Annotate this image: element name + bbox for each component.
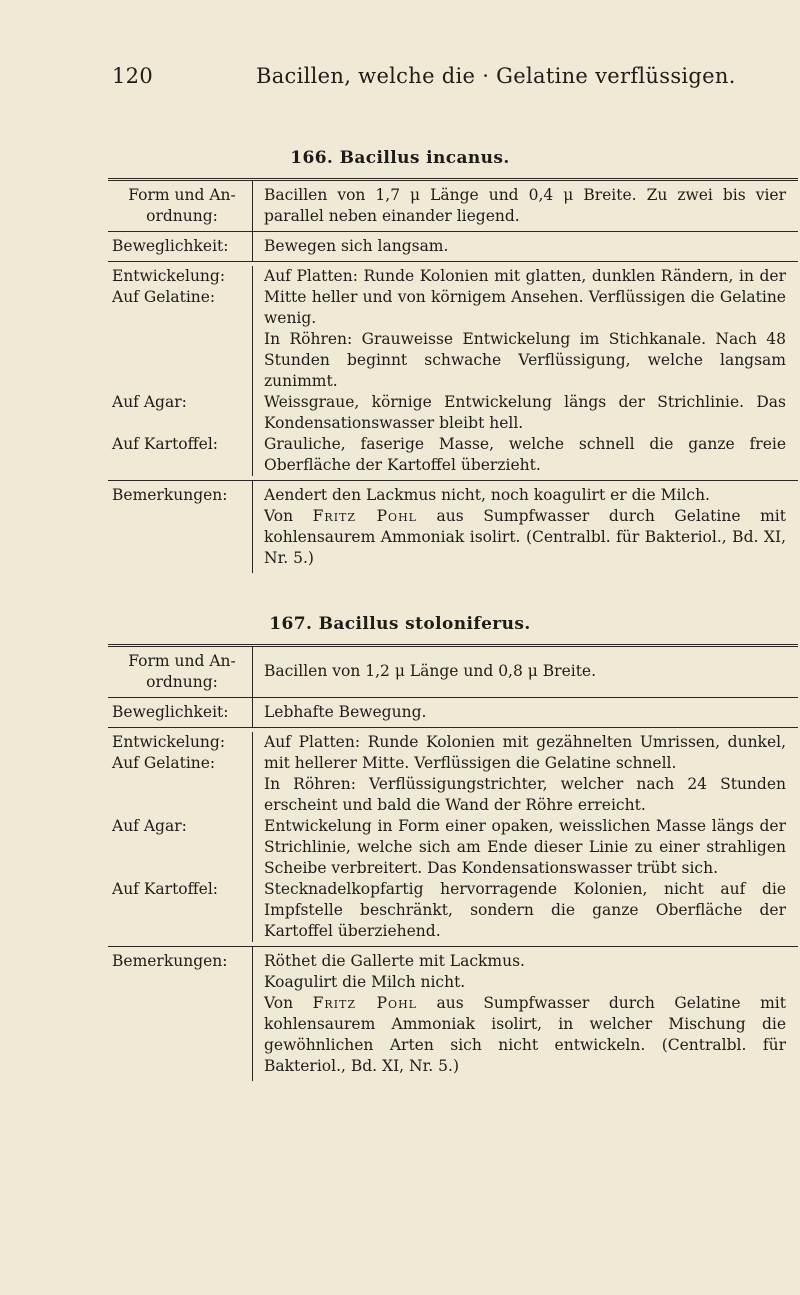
sub-label: Auf Gelatine: [108, 266, 253, 392]
sub-text: Stecknadelkopfartig hervorragende Kolonien, nicht auf die Impfstelle beschränkt, sondern die ganze Oberfläche der Kartoffel überziehend. [264, 880, 786, 940]
sub-text: Auf Platten: Runde Kolonien mit glatten, dunklen Rändern, in der Mitte heller und von körnigem Ansehen. Verflüssigen die Gelatine wenig. [264, 267, 786, 327]
section-title-166: 166. Bacillus incanus. [290, 148, 510, 168]
remarks-prefix: Von [264, 994, 313, 1012]
sub-label: Auf Gelatine: [108, 732, 253, 816]
remarks-label: Bemerkungen: [108, 481, 253, 573]
sub-text: In Röhren: Grauweisse Entwickelung im Stichkanale. Nach 48 Stunden beginnt schwache Verflüssigung, welche langsam zunimmt. [264, 330, 786, 390]
remarks-text [264, 993, 786, 1077]
development-label: Entwickelung: [108, 266, 253, 287]
row-text: Bacillen von 1,7 μ Länge und 0,4 μ Breite. Zu zwei bis vier parallel neben einander liegend. [264, 186, 786, 225]
sub-text: Grauliche, faserige Masse, welche schnell die ganze freie Oberfläche der Kartoffel überzieht. [264, 435, 786, 474]
sub-text: Auf Platten: Runde Kolonien mit gezähnelten Umrissen, dunkel, mit hellerer Mitte. Verflüssigen die Gelatine schnell. [264, 733, 786, 772]
running-title: Bacillen, welche die · Gelatine verflüssigen. [256, 64, 736, 88]
section-title-167: 167. Bacillus stoloniferus. [269, 614, 531, 634]
development-label: Entwickelung: [108, 732, 253, 753]
sub-text: Entwickelung in Form einer opaken, weisslichen Masse längs der Strichlinie, welche sich am Ende dieser Linie zu einer strahligen Scheibe verbreitert. Das Kondensationswasser trübt sich. [264, 817, 786, 877]
table-row [108, 644, 798, 697]
author-name: Fritz Pohl [312, 507, 417, 525]
table-row [108, 178, 798, 231]
row-label: Form und An-ordnung: [108, 181, 253, 231]
table-row [108, 231, 798, 261]
table-bacillus-stoloniferus [108, 644, 798, 1081]
table-row-remarks [108, 480, 798, 573]
remarks-suffix: aus Sumpfwasser durch Gelatine mit kohlensaurem Ammoniak isolirt. (Centralbl. für Bakteriol., Bd. XI, Nr. 5.) [264, 507, 786, 567]
author-name: Fritz Pohl [312, 994, 417, 1012]
sub-text: Weissgraue, körnige Entwickelung längs der Strichlinie. Das Kondensationswasser bleibt hell. [264, 393, 786, 432]
table-bacillus-incanus [108, 178, 798, 573]
remarks-text: Röthet die Gallerte mit Lackmus. [264, 952, 525, 970]
remarks-text [264, 506, 786, 569]
sub-text: In Röhren: Verflüssigungstrichter, welcher nach 24 Stunden erscheint und bald die Wand der Röhre erreicht. [264, 775, 786, 814]
sub-label: Auf Kartoffel: [108, 879, 253, 942]
sub-label: Auf Agar: [108, 816, 253, 879]
row-label: Form und An-ordnung: [108, 647, 253, 697]
table-row-development [108, 261, 798, 480]
table-row-remarks [108, 946, 798, 1081]
row-label: Beweglichkeit: [108, 698, 253, 727]
table-row [108, 697, 798, 727]
remarks-text: Aendert den Lackmus nicht, noch koagulirt er die Milch. [264, 486, 710, 504]
table-row-development [108, 727, 798, 946]
remarks-text: Koagulirt die Milch nicht. [264, 973, 466, 991]
row-text: Bewegen sich langsam. [264, 237, 449, 255]
page-number: 120 [112, 64, 153, 88]
sub-label: Auf Agar: [108, 392, 253, 434]
sub-label: Auf Kartoffel: [108, 434, 253, 476]
row-text: Bacillen von 1,2 μ Länge und 0,8 μ Breite. [264, 662, 597, 680]
remarks-suffix: aus Sumpfwasser durch Gelatine mit kohlensaurem Ammoniak isolirt, in welcher Mischung die gewöhnlichen Arten sich nicht entwickeln. (Centralbl. für Bakteriol., Bd. XI, Nr. 5.) [264, 994, 786, 1075]
row-label: Beweglichkeit: [108, 232, 253, 261]
row-text: Lebhafte Bewegung. [264, 703, 427, 721]
remarks-label: Bemerkungen: [108, 947, 253, 1081]
remarks-prefix: Von [264, 507, 313, 525]
